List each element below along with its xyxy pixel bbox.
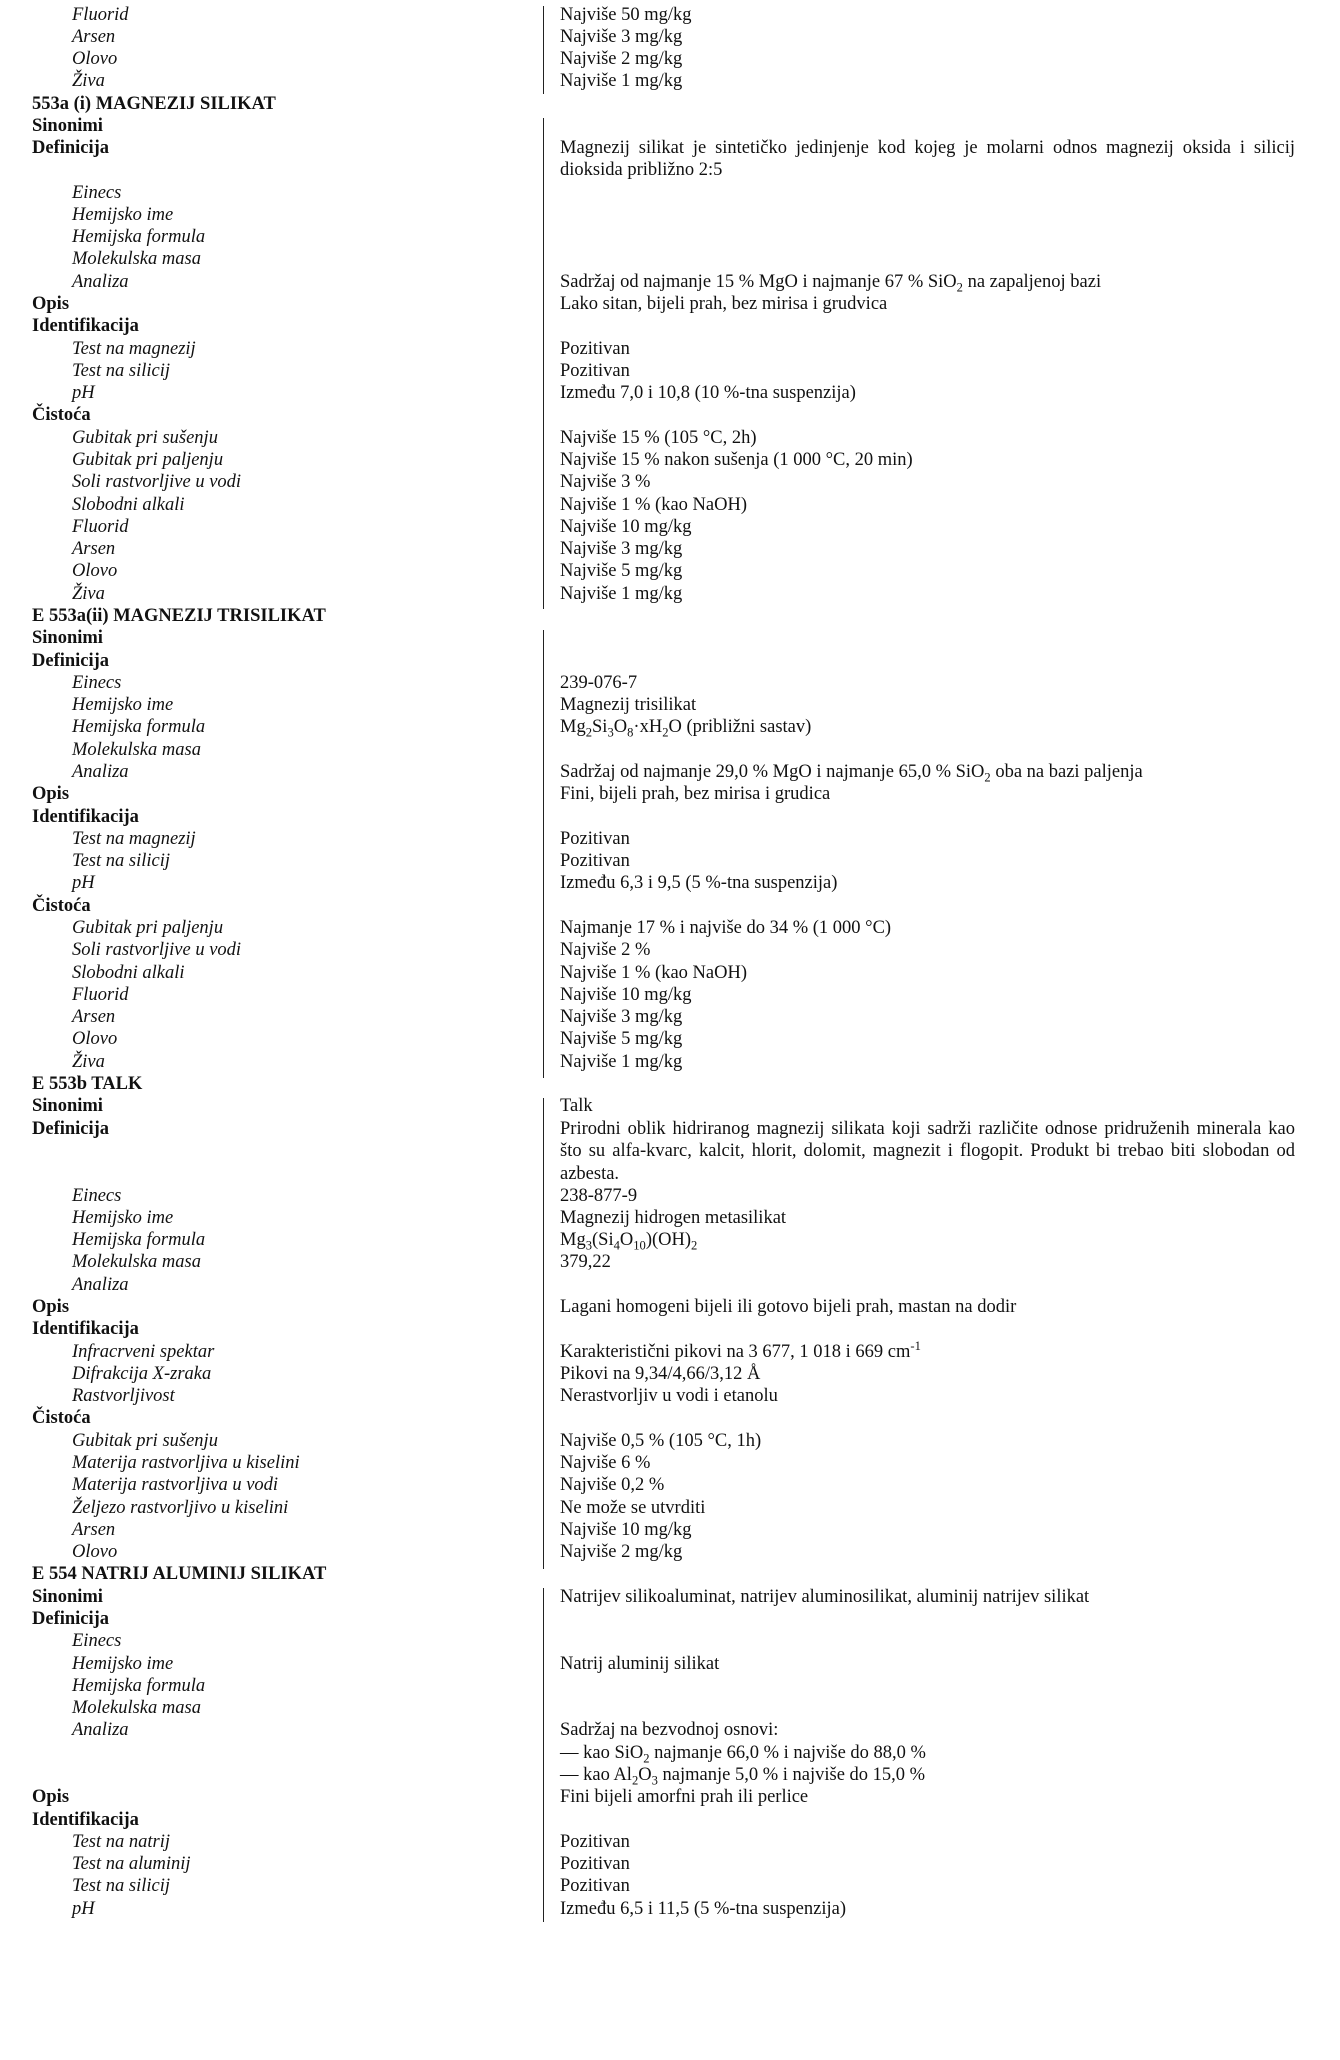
section-heading: E 554 NATRIJ ALUMINIJ SILIKAT — [32, 1564, 327, 1584]
column-divider — [543, 6, 544, 94]
property-value: Magnezij trisilikat — [560, 695, 697, 715]
property-value: Prirodni oblik hidriranog magnezij silikata koji sadrži različite odnose pridruženih minerala kao što su alfa-kvarc, kalcit, hlorit, dolomit, magnezit i flogopit. Produkt bi trebao biti slobodan od azbesta. — [560, 1119, 1295, 1184]
property-value: Natrijev silikoaluminat, natrijev aluminosilikat, aluminij natrijev silikat — [560, 1587, 1090, 1607]
column-divider — [543, 1098, 544, 1569]
property-label: Gubitak pri sušenju — [72, 428, 218, 448]
property-value: Fini, bijeli prah, bez mirisa i grudica — [560, 784, 831, 804]
section-heading: Sinonimi — [32, 1096, 103, 1116]
property-value: Između 6,3 i 9,5 (5 %-tna suspenzija) — [560, 873, 838, 893]
property-value: Natrij aluminij silikat — [560, 1654, 720, 1674]
property-value: Najviše 0,5 % (105 °C, 1h) — [560, 1431, 762, 1451]
property-label: Materija rastvorljiva u vodi — [72, 1475, 279, 1495]
property-label: Hemijsko ime — [72, 695, 174, 715]
section-heading: Sinonimi — [32, 628, 103, 648]
section-heading: Čistoća — [32, 1408, 91, 1428]
property-label: Hemijsko ime — [72, 1208, 174, 1228]
property-value: Najviše 2 mg/kg — [560, 1542, 683, 1562]
property-value: Najviše 5 mg/kg — [560, 561, 683, 581]
property-label: pH — [72, 873, 95, 893]
property-value: Najviše 1 mg/kg — [560, 1052, 683, 1072]
section-heading: Opis — [32, 1297, 70, 1317]
property-label: Fluorid — [72, 985, 129, 1005]
property-label: Materija rastvorljiva u kiselini — [72, 1453, 300, 1473]
property-value: Sadržaj od najmanje 15 % MgO i najmanje 67 % SiO$_2$ na zapaljenoj bazi — [560, 272, 1102, 295]
property-value: 379,22 — [560, 1252, 611, 1272]
section-heading: Identifikacija — [32, 1319, 139, 1339]
property-label: Einecs — [72, 673, 122, 693]
property-value: Najviše 3 mg/kg — [560, 539, 683, 559]
property-label: Hemijska formula — [72, 1230, 206, 1250]
property-value: Najviše 50 mg/kg — [560, 5, 692, 25]
property-label: Analiza — [72, 1275, 129, 1295]
property-value: $Mg_2Si_3O_8\cdot xH_2O$ (približni sastav) — [560, 717, 812, 740]
property-label: pH — [72, 1899, 95, 1919]
property-value: Pikovi na 9,34/4,66/3,12 Å — [560, 1364, 761, 1384]
property-value: Pozitivan — [560, 339, 630, 359]
property-label: Infracrveni spektar — [72, 1342, 215, 1362]
property-label: Einecs — [72, 1631, 122, 1651]
property-label: Soli rastvorljive u vodi — [72, 940, 242, 960]
property-value: Najviše 1 % (kao NaOH) — [560, 963, 747, 983]
property-value: Talk — [560, 1096, 593, 1116]
property-label: Živa — [72, 1052, 105, 1072]
property-label: Hemijska formula — [72, 717, 206, 737]
property-value: Magnezij hidrogen metasilikat — [560, 1208, 787, 1228]
section-heading: Čistoća — [32, 405, 91, 425]
property-label: Arsen — [72, 1007, 116, 1027]
property-label: Test na aluminij — [72, 1854, 191, 1874]
property-label: Slobodni alkali — [72, 495, 185, 515]
property-value: — kao SiO$_2$ najmanje 66,0 % i najviše do 88,0 % — [560, 1743, 926, 1766]
property-label: Živa — [72, 584, 105, 604]
property-value: Najviše 0,2 % — [560, 1475, 665, 1495]
property-label: Hemijsko ime — [72, 1654, 174, 1674]
property-label: Analiza — [72, 272, 129, 292]
property-label: Difrakcija X-zraka — [72, 1364, 212, 1384]
section-heading: Definicija — [32, 651, 110, 671]
column-divider — [543, 630, 544, 1078]
property-label: Gubitak pri paljenju — [72, 450, 224, 470]
property-label: Einecs — [72, 1186, 122, 1206]
property-value: Najviše 15 % nakon sušenja (1 000 °C, 20 min) — [560, 450, 913, 470]
section-heading: Definicija — [32, 1609, 110, 1629]
property-value: Najviše 10 mg/kg — [560, 1520, 692, 1540]
property-label: Olovo — [72, 561, 118, 581]
property-label: Hemijska formula — [72, 227, 206, 247]
column-divider — [543, 118, 544, 609]
property-value: Lagani homogeni bijeli ili gotovo bijeli prah, mastan na dodir — [560, 1297, 1017, 1317]
section-heading: Opis — [32, 1787, 70, 1807]
property-value: Fini bijeli amorfni prah ili perlice — [560, 1787, 809, 1807]
property-label: Analiza — [72, 1720, 129, 1740]
property-value: Između 7,0 i 10,8 (10 %-tna suspenzija) — [560, 383, 856, 403]
property-value: Najviše 15 % (105 °C, 2h) — [560, 428, 757, 448]
property-value: Sadržaj od najmanje 29,0 % MgO i najmanje 65,0 % SiO$_2$ oba na bazi paljenja — [560, 762, 1143, 785]
property-label: Molekulska masa — [72, 1252, 201, 1272]
property-label: pH — [72, 383, 95, 403]
section-heading: Identifikacija — [32, 316, 139, 336]
property-label: Soli rastvorljive u vodi — [72, 472, 242, 492]
property-label: Fluorid — [72, 517, 129, 537]
property-label: Test na silicij — [72, 851, 171, 871]
property-value: 238-877-9 — [560, 1186, 638, 1206]
property-value: Najviše 1 % (kao NaOH) — [560, 495, 747, 515]
property-label: Arsen — [72, 1520, 116, 1540]
section-heading: Definicija — [32, 138, 110, 158]
property-label: Olovo — [72, 1542, 118, 1562]
property-label: Analiza — [72, 762, 129, 782]
property-label: Arsen — [72, 27, 116, 47]
property-label: Olovo — [72, 1029, 118, 1049]
property-value: Najviše 5 mg/kg — [560, 1029, 683, 1049]
property-label: Test na magnezij — [72, 829, 196, 849]
section-heading: Opis — [32, 784, 70, 804]
property-label: Molekulska masa — [72, 249, 201, 269]
property-value: Najviše 10 mg/kg — [560, 985, 692, 1005]
property-value: Nerastvorljiv u vodi i etanolu — [560, 1386, 778, 1406]
property-value: Sadržaj na bezvodnoj osnovi: — [560, 1720, 779, 1740]
property-label: Molekulska masa — [72, 740, 201, 760]
property-value: 239-076-7 — [560, 673, 638, 693]
column-divider — [543, 1588, 544, 1922]
property-value: Najviše 1 mg/kg — [560, 584, 683, 604]
property-label: Slobodni alkali — [72, 963, 185, 983]
section-heading: E 553b TALK — [32, 1074, 143, 1094]
property-value: Najviše 3 mg/kg — [560, 1007, 683, 1027]
property-label: Molekulska masa — [72, 1698, 201, 1718]
property-label: Željezo rastvorljivo u kiselini — [72, 1498, 289, 1518]
property-label: Fluorid — [72, 5, 129, 25]
property-label: Živa — [72, 71, 105, 91]
property-label: Hemijsko ime — [72, 205, 174, 225]
property-value: Pozitivan — [560, 1832, 630, 1852]
property-value: Pozitivan — [560, 1854, 630, 1874]
section-heading: Čistoća — [32, 896, 91, 916]
property-value: Pozitivan — [560, 361, 630, 381]
property-label: Test na natrij — [72, 1832, 171, 1852]
section-heading: Opis — [32, 294, 70, 314]
property-value: Karakteristični pikovi na 3 677, 1 018 i 669 $cm^{-1}$ — [560, 1338, 921, 1362]
section-heading: Identifikacija — [32, 1810, 139, 1830]
section-heading: Sinonimi — [32, 116, 103, 136]
property-value: Između 6,5 i 11,5 (5 %-tna suspenzija) — [560, 1899, 846, 1919]
property-label: Test na silicij — [72, 361, 171, 381]
property-value: Lako sitan, bijeli prah, bez mirisa i grudvica — [560, 294, 888, 314]
property-value: Najmanje 17 % i najviše do 34 % (1 000 °C) — [560, 918, 892, 938]
property-value: — kao $Al_2O_3$ najmanje 5,0 % i najviše do 15,0 % — [560, 1765, 926, 1788]
property-label: Hemijska formula — [72, 1676, 206, 1696]
property-value: Najviše 10 mg/kg — [560, 517, 692, 537]
property-value: Najviše 3 mg/kg — [560, 27, 683, 47]
property-value: Pozitivan — [560, 829, 630, 849]
property-value: Najviše 2 mg/kg — [560, 49, 683, 69]
section-heading: 553a (i) MAGNEZIJ SILIKAT — [32, 94, 276, 114]
property-label: Gubitak pri sušenju — [72, 1431, 218, 1451]
property-label: Gubitak pri paljenju — [72, 918, 224, 938]
property-value: Magnezij silikat je sintetičko jedinjenje kod kojeg je molarni odnos magnezij oksida i silicij dioksida približno 2:5 — [560, 138, 1295, 181]
property-label: Test na magnezij — [72, 339, 196, 359]
property-value: $Mg_3(Si_4O_{10})(OH)_2$ — [560, 1230, 698, 1253]
property-value: Najviše 1 mg/kg — [560, 71, 683, 91]
property-value: Ne može se utvrditi — [560, 1498, 706, 1518]
section-heading: Sinonimi — [32, 1587, 103, 1607]
property-value: Najviše 2 % — [560, 940, 651, 960]
section-heading: Identifikacija — [32, 807, 139, 827]
property-label: Olovo — [72, 49, 118, 69]
section-heading: E 553a(ii) MAGNEZIJ TRISILIKAT — [32, 606, 326, 626]
property-value: Pozitivan — [560, 851, 630, 871]
property-value: Najviše 6 % — [560, 1453, 651, 1473]
property-value: Najviše 3 % — [560, 472, 651, 492]
property-label: Arsen — [72, 539, 116, 559]
property-label: Rastvorljivost — [72, 1386, 175, 1406]
property-label: Einecs — [72, 183, 122, 203]
section-heading: Definicija — [32, 1119, 110, 1139]
property-label: Test na silicij — [72, 1876, 171, 1896]
property-value: Pozitivan — [560, 1876, 630, 1896]
